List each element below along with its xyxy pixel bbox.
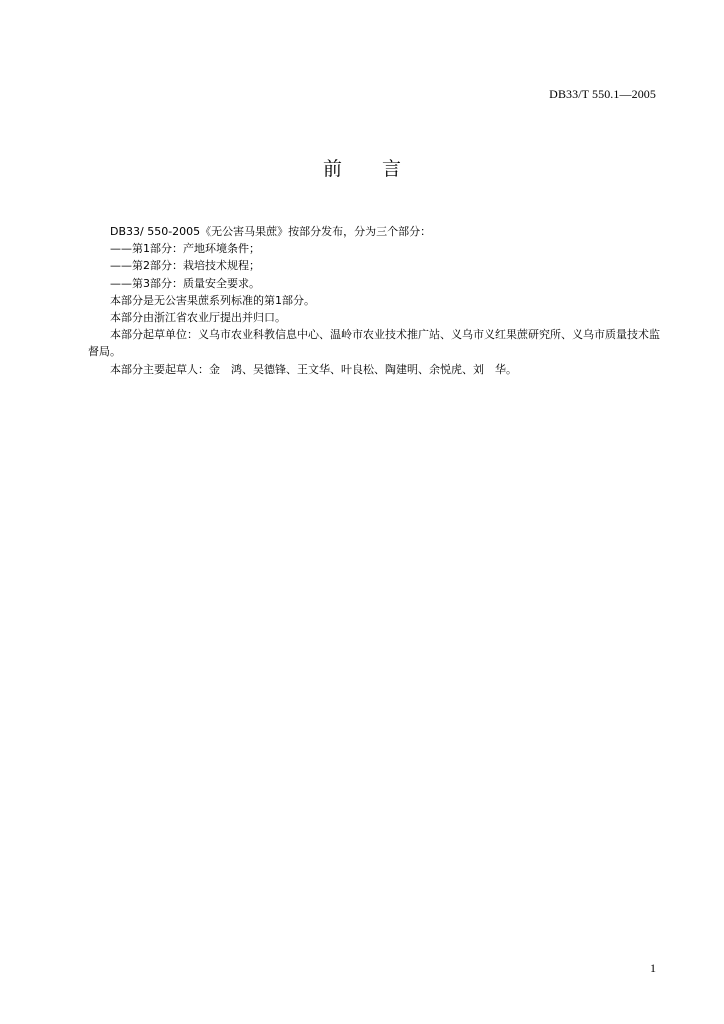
paragraph-proposer: 本部分由浙江省农业厅提出并归口。	[110, 311, 286, 325]
paragraph-series: 本部分是无公害果蔗系列标准的第1部分。	[110, 293, 315, 307]
page-number: 1	[650, 961, 656, 975]
title-char-2: 言	[382, 158, 402, 180]
paragraph-intro: DB33/ 550-2005《无公害马果蔗》按部分发布，分为三个部分：	[110, 225, 432, 238]
paragraph-drafters: 本部分主要起草人：金 鸿、吴德锋、王文华、叶良松、陶建明、余悦虎、刘 华。	[110, 362, 517, 376]
title-char-1: 前	[322, 158, 342, 180]
paragraph-part-3: ——第3部分：质量安全要求。	[110, 276, 260, 290]
paragraph-part-2: ——第2部分：栽培技术规程；	[110, 259, 260, 273]
standard-code: DB33/T 550.1—2005	[549, 87, 656, 101]
paragraph-part-1: ——第1部分：产地环境条件；	[110, 242, 260, 256]
page-title	[0, 154, 724, 181]
foreword-body	[88, 223, 660, 378]
paragraph-drafting-units: 本部分起草单位：义乌市农业科教信息中心、温岭市农业技术推广站、义乌市义红果蔗研究所、义乌市质量技术监督局。	[88, 328, 660, 359]
